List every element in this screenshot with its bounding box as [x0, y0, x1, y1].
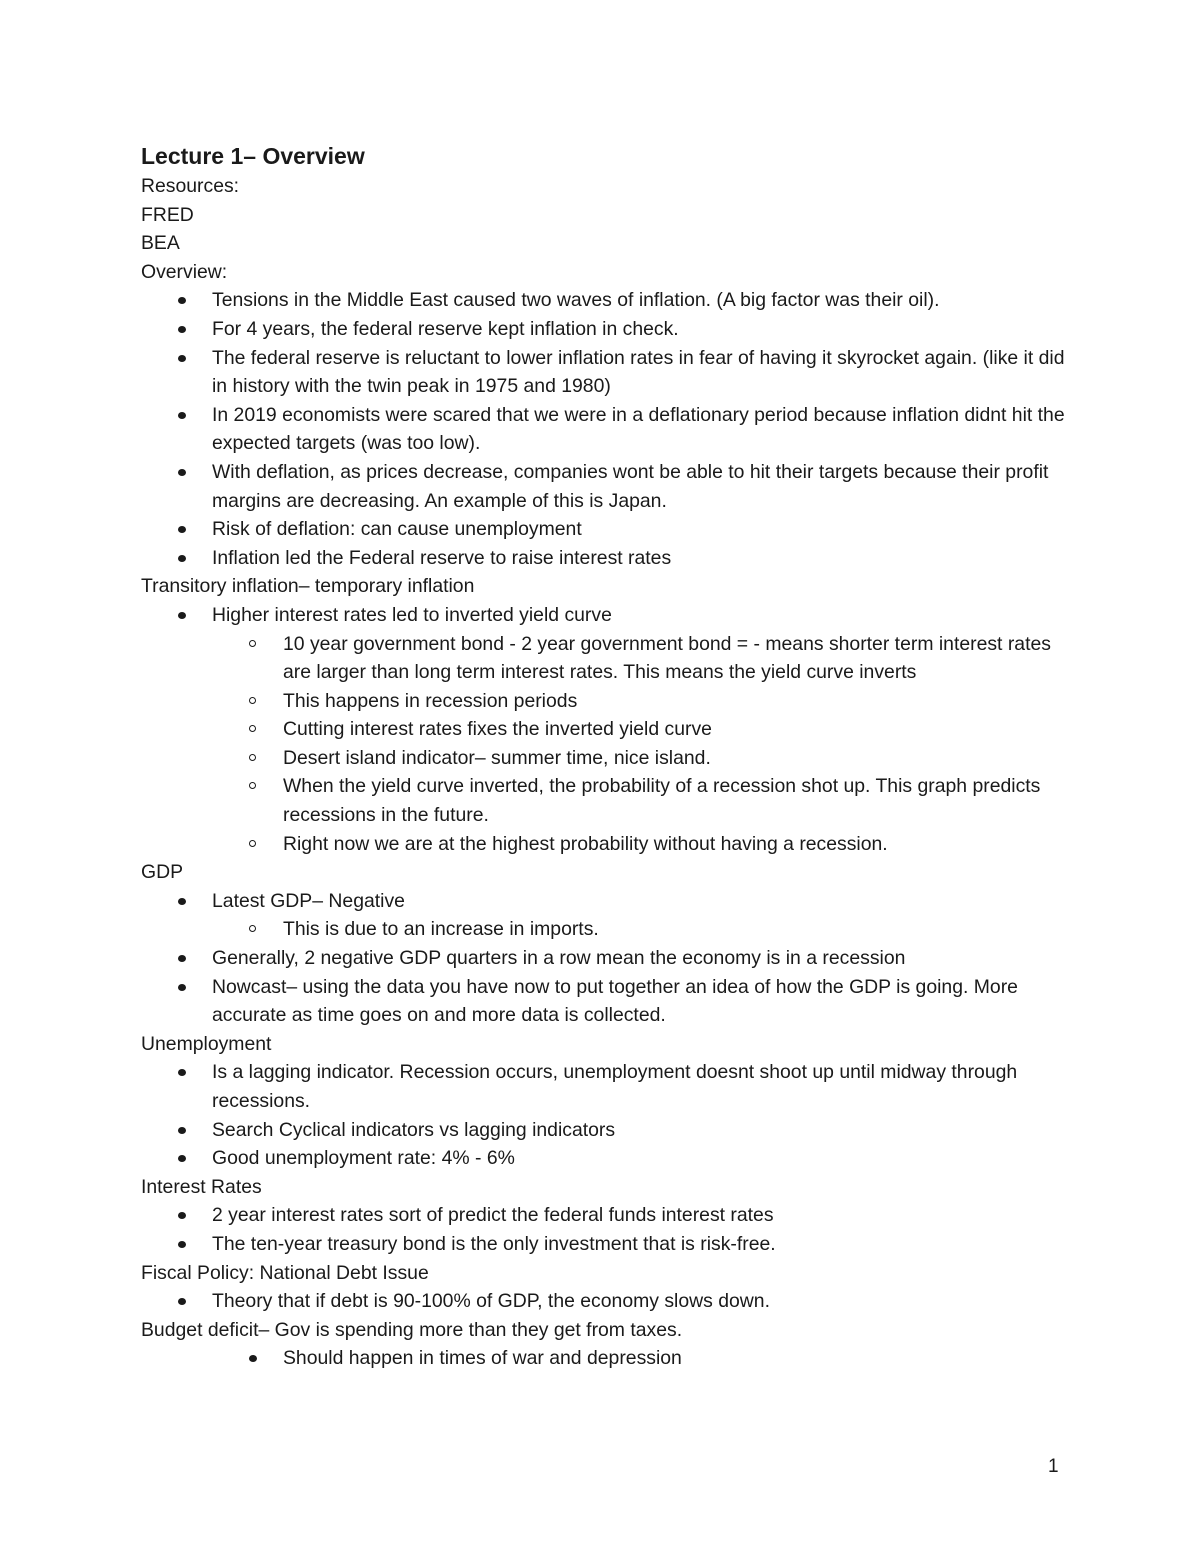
- list-item-text: 10 year government bond - 2 year government bond = - means shorter term interest rates are larger than long term interest rates. This means the yield curve inverts: [283, 632, 1051, 684]
- section-line: Budget deficit– Gov is spending more than they get from taxes.: [141, 1318, 683, 1341]
- list-item: [141, 973, 1071, 1030]
- list-item: [141, 1287, 1071, 1316]
- list-item-text: Nowcast– using the data you have now to put together an idea of how the GDP is going. More accurate as time goes on and more data is collected.: [212, 975, 1018, 1027]
- bullet-disc-icon: [178, 1155, 186, 1162]
- list-item-text: Higher interest rates led to inverted yield curve: [212, 603, 612, 626]
- bullet-circle-icon: [249, 782, 256, 789]
- bullet-list: [141, 1201, 1071, 1258]
- list-item-text: Inflation led the Federal reserve to raise interest rates: [212, 546, 672, 569]
- sub-list-item: [141, 915, 1071, 944]
- list-item: [141, 1230, 1071, 1259]
- list-item-text: This is due to an increase in imports.: [283, 918, 599, 941]
- bullet-list: [141, 1058, 1071, 1172]
- bullet-disc-icon: [178, 412, 186, 419]
- list-item: [141, 1058, 1071, 1115]
- bullet-circle-icon: [249, 640, 256, 647]
- bullet-disc-icon: [178, 1127, 186, 1134]
- bullet-list: [141, 1287, 1071, 1316]
- section-line: Unemployment: [141, 1032, 272, 1055]
- sub-list-item: [141, 772, 1071, 829]
- list-item: [141, 401, 1071, 458]
- section-line: Overview:: [141, 260, 228, 283]
- bullet-list: [141, 286, 1071, 572]
- sub-list-item: [141, 630, 1071, 687]
- list-item: [141, 344, 1071, 401]
- bullet-disc-icon: [249, 1355, 257, 1362]
- bullet-disc-icon: [178, 355, 186, 362]
- sub-list-item: [141, 830, 1071, 859]
- list-item-text: With deflation, as prices decrease, companies wont be able to hit their targets because their profit margins are decreasing. An example of this is Japan.: [212, 460, 1049, 512]
- list-item-text: The federal reserve is reluctant to lower inflation rates in fear of having it skyrocket again. (like it did in history with the twin peak in 1975 and 1980): [212, 346, 1065, 398]
- list-item-text: Should happen in times of war and depression: [283, 1347, 682, 1370]
- bullet-disc-icon: [178, 297, 186, 304]
- bullet-circle-icon: [249, 840, 256, 847]
- bullet-disc-icon: [178, 1298, 186, 1305]
- list-item: [141, 601, 1071, 630]
- bullet-disc-icon: [178, 1212, 186, 1219]
- section-line: Interest Rates: [141, 1175, 262, 1198]
- list-item: [141, 1116, 1071, 1145]
- list-item-text: Theory that if debt is 90-100% of GDP, the economy slows down.: [212, 1290, 770, 1313]
- section-line: Resources:: [141, 175, 240, 197]
- document-title: Lecture 1– Overview: [141, 143, 365, 169]
- sub-list-item: [141, 1344, 1071, 1373]
- bullet-circle-icon: [249, 754, 256, 761]
- list-item-text: Desert island indicator– summer time, nice island.: [283, 746, 711, 769]
- list-item: [141, 458, 1071, 515]
- bullet-list: [141, 1344, 1071, 1373]
- document-page: [141, 140, 1071, 1373]
- list-item-text: Generally, 2 negative GDP quarters in a row mean the economy is in a recession: [212, 947, 906, 970]
- sub-list-item: [141, 744, 1071, 773]
- section-line: Fiscal Policy: National Debt Issue: [141, 1261, 429, 1284]
- section-line: Transitory inflation– temporary inflation: [141, 575, 475, 598]
- bullet-list: [141, 887, 1071, 1030]
- list-item-text: Latest GDP– Negative: [212, 889, 405, 912]
- list-item-text: Good unemployment rate: 4% - 6%: [212, 1147, 515, 1170]
- list-item-text: 2 year interest rates sort of predict the federal funds interest rates: [212, 1204, 774, 1227]
- section-line: FRED: [141, 203, 194, 226]
- list-item: [141, 944, 1071, 973]
- list-item: [141, 1201, 1071, 1230]
- list-item: [141, 1144, 1071, 1173]
- bullet-circle-icon: [249, 697, 256, 704]
- bullet-disc-icon: [178, 898, 186, 905]
- list-item-text: For 4 years, the federal reserve kept inflation in check.: [212, 317, 679, 340]
- list-item: [141, 515, 1071, 544]
- list-item-text: Risk of deflation: can cause unemployment: [212, 518, 582, 541]
- bullet-disc-icon: [178, 1069, 186, 1076]
- list-item-text: Search Cyclical indicators vs lagging indicators: [212, 1118, 616, 1141]
- list-item: [141, 286, 1071, 315]
- document-body: [141, 172, 1071, 1373]
- list-item-text: Tensions in the Middle East caused two waves of inflation. (A big factor was their oil).: [212, 289, 940, 312]
- section-line: GDP: [141, 861, 184, 884]
- list-item-text: When the yield curve inverted, the probability of a recession shot up. This graph predicts recessions in the future.: [283, 775, 1041, 827]
- bullet-circle-icon: [249, 925, 256, 932]
- list-item-text: Is a lagging indicator. Recession occurs, unemployment doesnt shoot up until midway through recessions.: [212, 1061, 1018, 1112]
- bullet-disc-icon: [178, 1241, 186, 1248]
- list-item-text: In 2019 economists were scared that we were in a deflationary period because inflation didnt hit the expected targets (was too low).: [212, 403, 1065, 455]
- bullet-disc-icon: [178, 469, 186, 476]
- list-item-text: Cutting interest rates fixes the inverted yield curve: [283, 718, 712, 741]
- list-item: [141, 887, 1071, 916]
- list-item: [141, 315, 1071, 344]
- list-item-text: Right now we are at the highest probability without having a recession.: [283, 832, 888, 855]
- bullet-disc-icon: [178, 326, 186, 333]
- bullet-disc-icon: [178, 612, 186, 619]
- sub-list-item: [141, 715, 1071, 744]
- section-line: BEA: [141, 232, 180, 255]
- sub-list-item: [141, 687, 1071, 716]
- list-item: [141, 544, 1071, 573]
- bullet-list: [141, 601, 1071, 858]
- bullet-disc-icon: [178, 526, 186, 533]
- bullet-disc-icon: [178, 984, 186, 991]
- list-item-text: The ten-year treasury bond is the only investment that is risk-free.: [212, 1232, 776, 1255]
- bullet-disc-icon: [178, 955, 186, 962]
- bullet-disc-icon: [178, 555, 186, 562]
- bullet-circle-icon: [249, 725, 256, 732]
- list-item-text: This happens in recession periods: [283, 689, 578, 712]
- page-number: 1: [1048, 1456, 1059, 1477]
